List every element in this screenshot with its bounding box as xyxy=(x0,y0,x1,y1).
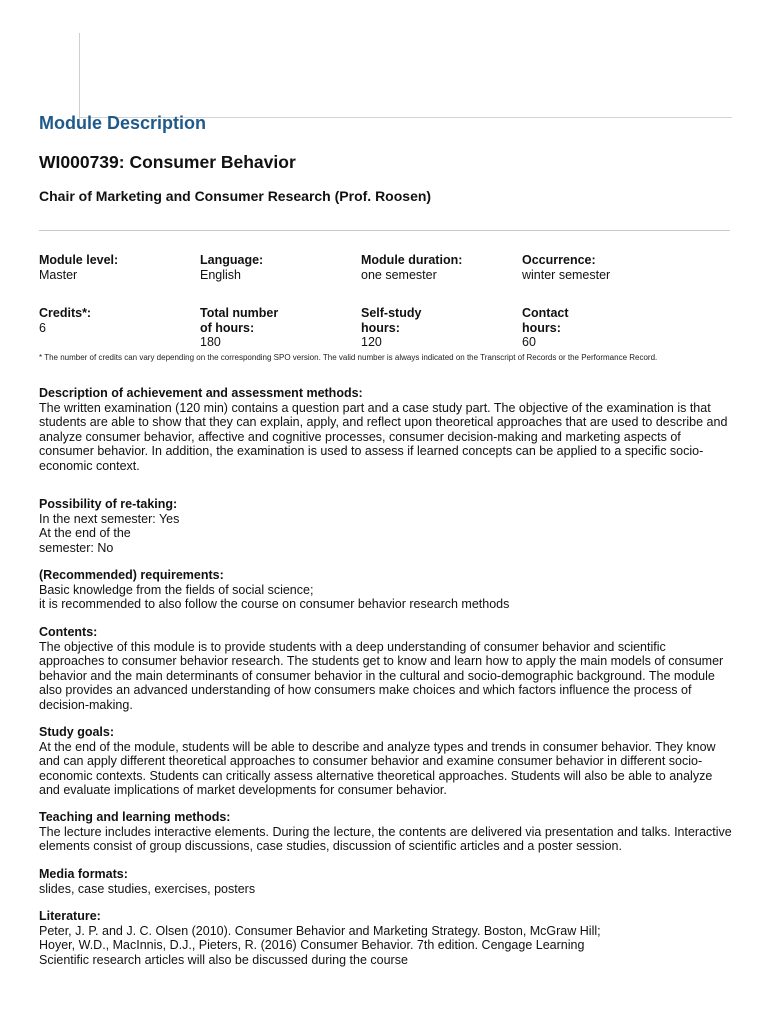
duration-cell xyxy=(361,253,519,282)
language-value: English xyxy=(200,267,241,282)
module-level-value: Master xyxy=(39,267,78,282)
occurrence-value: winter semester xyxy=(522,267,611,282)
occurrence-cell xyxy=(522,253,680,282)
media-heading: Media formats: xyxy=(39,867,128,881)
requirements-heading: (Recommended) requirements: xyxy=(39,568,224,582)
assessment-heading: Description of achievement and assessment methods: xyxy=(39,386,363,400)
duration-value: one semester xyxy=(361,267,437,282)
self-study-value: 120 xyxy=(361,335,382,349)
module-level-cell xyxy=(39,253,197,282)
margin-vertical-rule xyxy=(79,33,80,119)
contact-label: Contact hours: xyxy=(522,306,569,335)
language-label: Language: xyxy=(200,253,264,267)
total-hours-label: Total number of hours: xyxy=(200,306,279,335)
goals-heading: Study goals: xyxy=(39,725,115,739)
divider-rule xyxy=(39,230,730,231)
credits-value: 6 xyxy=(39,320,46,335)
retake-section xyxy=(39,497,734,555)
total-hours-cell xyxy=(200,306,358,350)
contact-cell xyxy=(522,306,680,350)
contents-text: The objective of this module is to provide students with a deep understanding of consumer behavior and scientific approaches to consumer behavior research. The students get to know and learn how to apply the main models of consumer behavior and the main determinants of consumer behavior in the cultural and socio-demographic background. The module also provides an advanced understanding of how consumers make choices and which factors influence the process of decision-making. xyxy=(39,639,724,712)
goals-text: At the end of the module, students will be able to describe and analyze types and trends in consumer behavior. They know and can apply different theoretical approaches to consumer behavior and examine consumer behavior in different socio-economic contexts. Students can critically assess alternative theoretical approaches. Students will also be able to analyze and evaluate implications of market developments for consumer behavior. xyxy=(39,739,716,798)
requirements-text: Basic knowledge from the fields of social science; it is recommended to also follow the course on consumer behavior research methods xyxy=(39,582,510,612)
methods-section xyxy=(39,810,734,854)
methods-heading: Teaching and learning methods: xyxy=(39,810,231,824)
language-cell xyxy=(200,253,358,282)
total-hours-value: 180 xyxy=(200,335,221,349)
credits-label: Credits*: xyxy=(39,306,92,320)
media-text: slides, case studies, exercises, posters xyxy=(39,881,256,896)
self-study-cell xyxy=(361,306,519,350)
assessment-text: The written examination (120 min) contains a question part and a case study part. The objective of the examination is that students are able to show that they can explain, apply, and reflect upon theoretical approaches that are used to describe and analyze consumer behavior, affective and cognitive processes, consumer decision-making and marketing aspects of consumer behavior. In addition, the examination is used to assess if learned concepts can be applied to a specific socio-economic context. xyxy=(39,400,728,473)
credits-cell xyxy=(39,306,197,335)
chair-name: Chair of Marketing and Consumer Research (Prof. Roosen) xyxy=(39,188,432,204)
module-level-label: Module level: xyxy=(39,253,119,267)
credits-footnote: * The number of credits can vary depending on the corresponding SPO version. The valid number is always indicated on the Transcript of Records or the Performance Record. xyxy=(39,353,658,362)
goals-section xyxy=(39,725,734,798)
duration-label: Module duration: xyxy=(361,253,463,267)
literature-section xyxy=(39,909,734,967)
assessment-section xyxy=(39,386,734,474)
contact-value: 60 xyxy=(522,335,536,349)
self-study-label: Self-study hours: xyxy=(361,306,422,335)
requirements-section xyxy=(39,568,734,612)
literature-heading: Literature: xyxy=(39,909,101,923)
retake-heading: Possibility of re-taking: xyxy=(39,497,178,511)
contents-heading: Contents: xyxy=(39,625,98,639)
literature-text: Peter, J. P. and J. C. Olsen (2010). Consumer Behavior and Marketing Strategy. Boston, McGraw Hill; Hoyer, W.D., MacInnis, D.J., Pieters, R. (2016) Consumer Behavior. 7th edition. Cengage Learning Scientific research articles will also be discussed during the course xyxy=(39,923,601,967)
module-title: WI000739: Consumer Behavior xyxy=(39,152,296,172)
contents-section xyxy=(39,625,734,713)
media-section xyxy=(39,867,734,896)
methods-text: The lecture includes interactive elements. During the lecture, the contents are delivered via presentation and talks. Interactive elements consist of group discussions, case studies, discussion of scientific articles and a poster session. xyxy=(39,824,732,854)
occurrence-label: Occurrence: xyxy=(522,253,596,267)
section-label: Module Description xyxy=(39,113,207,133)
retake-text: In the next semester: Yes At the end of the semester: No xyxy=(39,511,180,555)
